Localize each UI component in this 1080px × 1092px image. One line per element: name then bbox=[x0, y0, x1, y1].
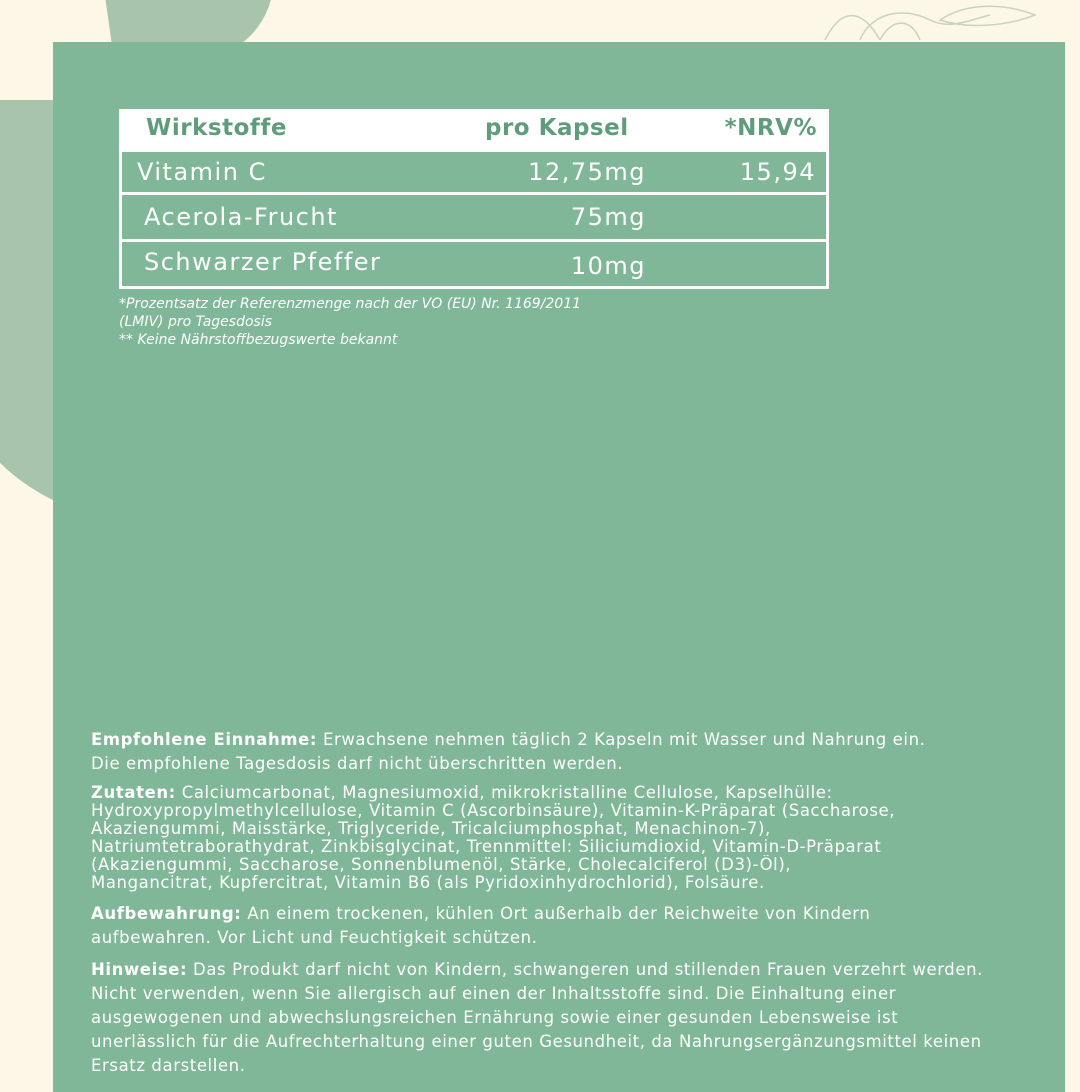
hinweise-text: Ersatz darstellen. bbox=[91, 1056, 246, 1075]
einnahme-text: Erwachsene nehmen täglich 2 Kapseln mit Wasser und Nahrung ein. bbox=[317, 730, 926, 749]
row-nrv: 15,94 bbox=[739, 158, 816, 186]
row-amount: 12,75mg bbox=[528, 158, 646, 186]
footnote-line: *Prozentsatz der Referenzmenge nach der VO (EU) Nr. 1169/2011 bbox=[119, 296, 582, 312]
leaf-sketch-icon bbox=[820, 0, 1040, 42]
header-wirkstoffe: Wirkstoffe bbox=[146, 115, 287, 141]
zutaten-label: Zutaten: bbox=[91, 783, 176, 802]
hinweise-label: Hinweise: bbox=[91, 960, 188, 979]
aufbewahrung-text: aufbewahren. Vor Licht und Feuchtigkeit schützen. bbox=[91, 928, 538, 947]
zutaten-text: Mangancitrat, Kupfercitrat, Vitamin B6 (als Pyridoxinhydrochlorid), Folsäure. bbox=[91, 873, 765, 892]
footnote-line: (LMIV) pro Tagesdosis bbox=[119, 314, 273, 330]
table-row bbox=[119, 149, 829, 195]
section-zutaten bbox=[91, 784, 1051, 892]
hinweise-text: ausgewogenen und abwechslungsreichen Ernährung sowie einer gesunden Lebensweise ist bbox=[91, 1008, 899, 1027]
einnahme-text: Die empfohlene Tagesdosis darf nicht überschritten werden. bbox=[91, 754, 624, 773]
row-name: Vitamin C bbox=[137, 158, 267, 186]
hinweise-text: unerlässlich für die Aufrechterhaltung einer guten Gesundheit, da Nahrungsergänzungsmittel keinen bbox=[91, 1032, 982, 1051]
header-pro-kapsel: pro Kapsel bbox=[485, 115, 629, 141]
row-amount: 10mg bbox=[570, 252, 646, 280]
nutrition-table bbox=[119, 109, 829, 289]
zutaten-text: (Akaziengummi, Saccharose, Sonnenblumenöl, Stärke, Cholecalciferol (D3)-Öl), bbox=[91, 855, 792, 874]
row-name: Schwarzer Pfeffer bbox=[144, 248, 382, 276]
footnote bbox=[119, 295, 659, 349]
table-row bbox=[119, 192, 829, 242]
section-hinweise bbox=[91, 958, 1051, 1078]
zutaten-text: Natriumtetraborathydrat, Zinkbisglycinat, Trennmittel: Siliciumdioxid, Vitamin-D-Präparat bbox=[91, 837, 882, 856]
aufbewahrung-label: Aufbewahrung: bbox=[91, 904, 242, 923]
hinweise-text: Nicht verwenden, wenn Sie allergisch auf einen der Inhaltsstoffe sind. Die Einhaltung einer bbox=[91, 984, 897, 1003]
aufbewahrung-text: An einem trockenen, kühlen Ort außerhalb der Reichweite von Kindern bbox=[241, 904, 871, 923]
table-row bbox=[119, 239, 829, 289]
zutaten-text: Calciumcarbonat, Magnesiumoxid, mikrokristalline Cellulose, Kapselhülle: bbox=[175, 783, 833, 802]
zutaten-text: Hydroxypropylmethylcellulose, Vitamin C (Ascorbinsäure), Vitamin-K-Präparat (Saccharose, bbox=[91, 801, 896, 820]
einnahme-label: Empfohlene Einnahme: bbox=[91, 730, 318, 749]
table-header bbox=[119, 109, 829, 149]
hinweise-text: Das Produkt darf nicht von Kindern, schwangeren und stillenden Frauen verzehrt werden. bbox=[187, 960, 983, 979]
header-nrv: *NRV% bbox=[724, 115, 817, 141]
zutaten-text: Akaziengummi, Maisstärke, Triglyceride, Tricalciumphosphat, Menachinon-7), bbox=[91, 819, 771, 838]
footnote-line: ** Keine Nährstoffbezugswerte bekannt bbox=[119, 332, 398, 348]
row-amount: 75mg bbox=[570, 203, 646, 231]
row-name: Acerola-Frucht bbox=[144, 203, 338, 231]
section-aufbewahrung bbox=[91, 902, 1051, 950]
section-einnahme bbox=[91, 728, 1051, 776]
